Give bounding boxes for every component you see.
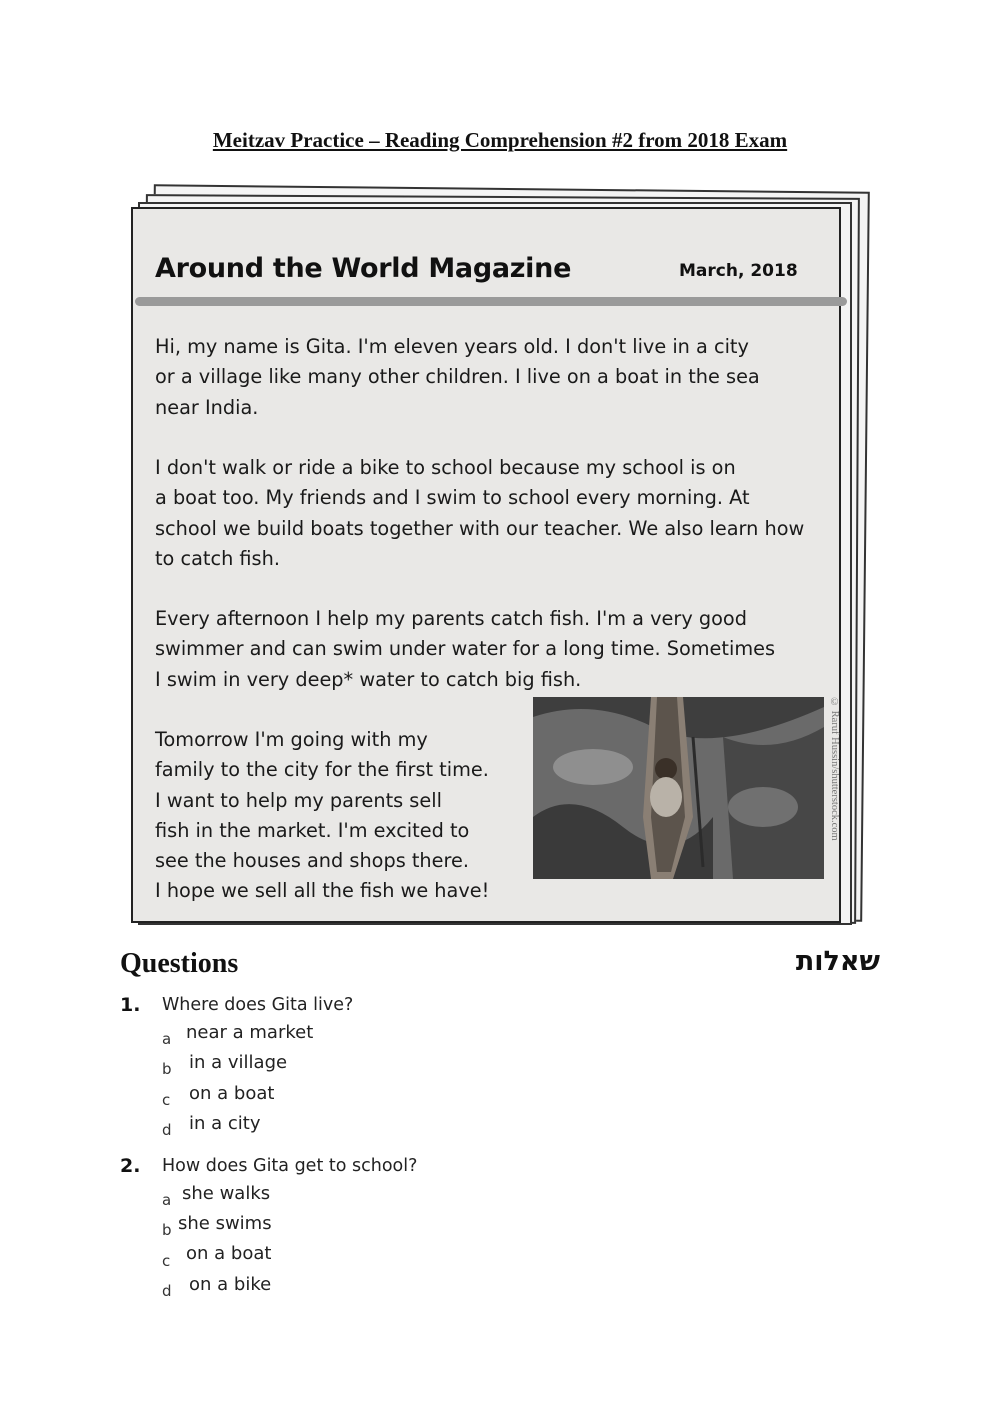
option-text[interactable]: in a city xyxy=(189,1113,261,1134)
photo-credit: © Raruf Hussin/shutterstock.com xyxy=(829,697,840,841)
question-number: 2. xyxy=(120,1155,141,1177)
option-text[interactable]: she walks xyxy=(182,1183,271,1204)
article-paragraph xyxy=(155,332,845,423)
page-title: Meitzav Practice – Reading Comprehension #2 from 2018 Exam xyxy=(212,128,788,152)
paragraph-line: a boat too. My friends and I swim to school every morning. At xyxy=(155,486,750,510)
option-letter: d xyxy=(162,1282,172,1300)
magazine-title: Around the World Magazine xyxy=(155,253,572,284)
question-number: 1. xyxy=(120,994,141,1016)
option-text[interactable]: in a village xyxy=(189,1052,288,1073)
option-text[interactable]: she swims xyxy=(178,1213,272,1234)
paragraph-line: Every afternoon I help my parents catch fish. I'm a very good xyxy=(155,607,747,630)
option-letter: c xyxy=(162,1091,171,1109)
paragraph-line: Tomorrow I'm going with my xyxy=(155,728,428,751)
paragraph-line: to catch fish. xyxy=(155,546,280,570)
question-text: Where does Gita live? xyxy=(162,995,354,1015)
paragraph-line: see the houses and shops there. xyxy=(155,849,470,873)
paragraph-line: I don't walk or ride a bike to school because my school is on xyxy=(155,456,736,479)
option-letter: a xyxy=(162,1030,172,1048)
paragraph-line: or a village like many other children. I live on a boat in the sea xyxy=(155,365,760,389)
article-paragraph xyxy=(155,604,845,695)
option-letter: c xyxy=(162,1252,171,1270)
magazine-date: March, 2018 xyxy=(679,261,798,281)
article-paragraph xyxy=(155,453,845,574)
paragraph-line: fish in the market. I'm excited to xyxy=(155,818,470,842)
option-letter: b xyxy=(162,1221,172,1239)
paragraph-line: Hi, my name is Gita. I'm eleven years old. I don't live in a city xyxy=(155,335,749,358)
paragraph-line: swimmer and can swim under water for a long time. Sometimes xyxy=(155,637,776,661)
article-paragraph xyxy=(155,725,525,907)
boat-photo-illustration xyxy=(533,697,824,879)
hebrew-questions-heading: שאלות xyxy=(795,946,880,977)
paragraph-line: I swim in very deep* water to catch big fish. xyxy=(155,667,582,691)
option-text[interactable]: on a bike xyxy=(189,1274,272,1295)
paragraph-line: school we build boats together with our teacher. We also learn how xyxy=(155,516,805,540)
option-letter: a xyxy=(162,1191,172,1209)
magazine-article xyxy=(131,207,841,923)
question-text: How does Gita get to school? xyxy=(162,1156,418,1176)
title-divider xyxy=(135,297,847,306)
option-text[interactable]: near a market xyxy=(186,1022,314,1043)
paragraph-line: I want to help my parents sell xyxy=(155,788,442,812)
option-text[interactable]: on a boat xyxy=(189,1083,275,1104)
paragraph-line: family to the city for the first time. xyxy=(155,758,489,782)
girl-in-boat-photo xyxy=(533,697,824,879)
option-letter: b xyxy=(162,1060,172,1078)
questions-heading: Questions xyxy=(120,948,239,979)
paragraph-line: near India. xyxy=(155,395,259,419)
option-letter: d xyxy=(162,1121,172,1139)
paragraph-line: I hope we sell all the fish we have! xyxy=(155,879,490,903)
option-text[interactable]: on a boat xyxy=(186,1243,272,1264)
